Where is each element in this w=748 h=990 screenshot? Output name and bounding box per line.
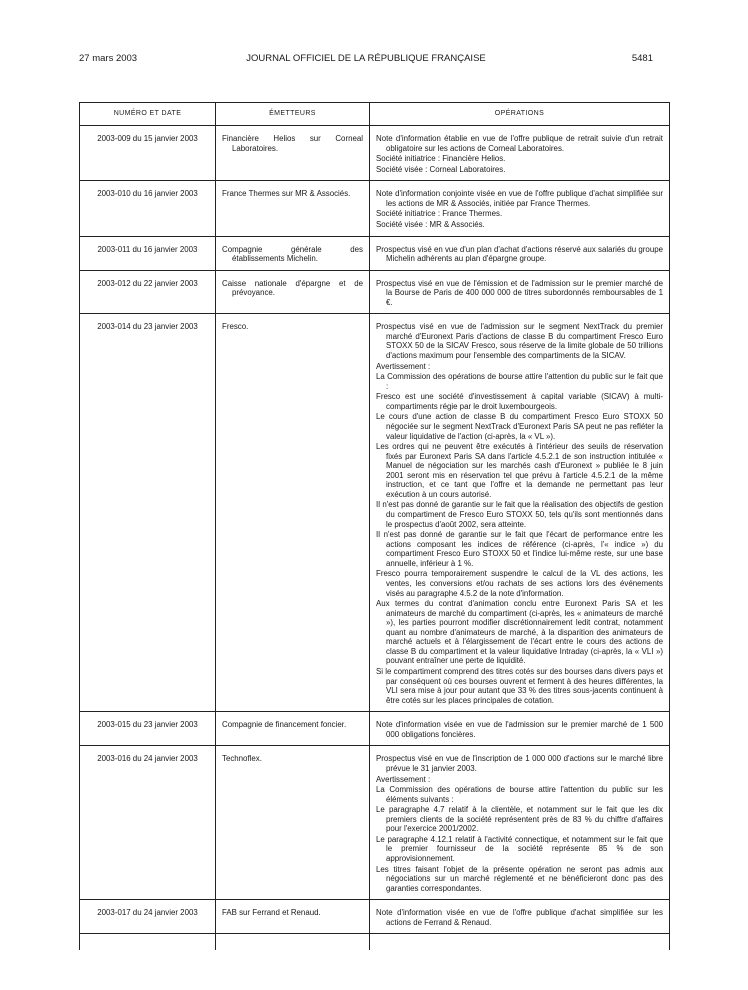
operation-paragraph: Prospectus visé en vue de l'émission et de l'admission sur le premier marché de la Bourse de Paris de 400 000 000 de titres subordonnés remboursables de 1 €. [376,278,663,307]
issuer-name: Compagnie de financement foncier. [222,720,347,730]
operation-paragraph: Avertissement : [376,774,431,784]
issuer-name: FAB sur Ferrand et Renaud. [222,908,321,918]
operations-cell [370,236,670,270]
column-header-issuers: ÉMETTEURS [216,103,370,126]
page-number: 5481 [631,53,653,64]
operation-paragraph: Les ordres qui ne peuvent être exécutés à l'intérieur des seuils de réservation fixés par Euronext Paris SA dans l'article 4.5.2.1 de son instruction intitulée « Manuel de négociation sur les marchés cash d'Euronext » publiée le 8 juin 2001 seront mis en réservation tel que prévu à l'article 4.5.2.1 de la même instruction, et ce tant que l'offre et la demande ne permettant pas leur exécution à un cours autorisé. [376,442,663,499]
operations-cell [370,712,670,746]
issuer-cell [216,900,370,934]
page-header [79,53,653,67]
number-date-cell: 2003-011 du 16 janvier 2003 [80,236,216,270]
empty-cell [370,934,670,951]
operation-paragraph: Le paragraphe 4.7 relatif à la clientèle, et notamment sur le fait que les dix premiers clients de la société représentent près de 83 % du chiffre d'affaires pour l'exercice 2001/2002. [376,805,663,834]
number-date-cell: 2003-009 du 15 janvier 2003 [80,126,216,181]
table-row [80,746,670,900]
issuer-name: Financière Helios sur Corneal Laboratoires. [222,134,363,153]
issuer-cell [216,181,370,236]
operation-paragraph: Note d'information visée en vue de l'admission sur le premier marché de 1 500 000 obligations foncières. [376,720,663,739]
table-row [80,270,670,314]
operations-cell [370,270,670,314]
operation-paragraph: Les titres faisant l'objet de la présente opération ne seront pas admis aux négociations sur un marché réglementé et ne bénéficieront donc pas des garanties correspondantes. [376,864,663,893]
table-row [80,236,670,270]
table-row [80,900,670,934]
operation-paragraph: La Commission des opérations de bourse attire l'attention du public sur les éléments suivants : [376,785,663,804]
table-row [80,126,670,181]
operations-cell [370,900,670,934]
operation-paragraph: Il n'est pas donné de garantie sur le fait que la réalisation des objectifs de gestion du compartiment de Fresco Euro STOXX 50, tels qu'ils sont mentionnés dans le prospectus d'août 2002, sera atteinte. [376,500,663,529]
empty-cell [80,934,216,951]
journal-title: JOURNAL OFFICIEL DE LA RÉPUBLIQUE FRANÇAISE [246,53,486,64]
operations-cell [370,126,670,181]
issuer-name: Compagnie générale des établissements Michelin. [222,244,363,264]
operation-paragraph: Société initiatrice : France Thermes. [376,209,503,219]
operation-paragraph: La Commission des opérations de bourse attire l'attention du public sur le fait que : [376,372,663,391]
operation-paragraph: Société visée : Corneal Laboratoires. [376,164,506,174]
table-row [80,314,670,712]
operation-paragraph: Note d'information établie en vue de l'offre publique de retrait suivie d'un retrait obligatoire sur les actions de Corneal Laboratoires. [376,134,663,153]
issuer-cell [216,746,370,900]
table-row [80,181,670,236]
operation-paragraph: Prospectus visé en vue de l'inscription de 1 000 000 d'actions sur le marché libre prévue le 31 janvier 2003. [376,754,663,773]
operation-paragraph: Prospectus visé en vue d'un plan d'achat d'actions réservé aux salariés du groupe Michelin adhérents au plan d'épargne groupe. [376,244,663,264]
issuer-cell [216,712,370,746]
empty-cell [216,934,370,951]
operations-cell [370,746,670,900]
issuer-cell [216,270,370,314]
operation-paragraph: Le cours d'une action de classe B du compartiment Fresco Euro STOXX 50 négociée sur le segment NextTrack d'Euronext Paris SA peut ne pas refléter la valeur liquidative de l'action (ci-après, la « VL »). [376,412,663,441]
table-continuation-row [80,934,670,951]
column-header-operations: OPÉRATIONS [370,103,670,126]
operation-paragraph: Note d'information visée en vue de l'offre publique d'achat simplifiée sur les actions de Ferrand & Renaud. [376,908,663,927]
operation-paragraph: Prospectus visé en vue de l'admission sur le segment NextTrack du premier marché d'Euronext Paris d'actions de classe B du compartiment Fresco Euro STOXX 50 de la SICAV Fresco, sous réserve de la limite globale de 50 trillions d'actions maximum pour l'ensemble des compartiments de la SICAV. [376,322,663,360]
issuer-name: Caisse nationale d'épargne et de prévoyance. [222,278,363,298]
operations-cell [370,314,670,712]
issuer-cell [216,236,370,270]
operation-paragraph: Il n'est pas donné de garantie sur le fait que l'écart de performance entre les actions composant les indices de référence (ci-après, l'« indice ») du compartiment Fresco Euro STOXX 50 et l'indice lui-même reste, sur une base annuelle, inférieur à 1 %. [376,530,663,568]
number-date-cell: 2003-017 du 24 janvier 2003 [80,900,216,934]
column-header-number-date: NUMÉRO ET DATE [80,103,216,126]
operations-cell [370,181,670,236]
issuer-name: Technoflex. [222,754,262,764]
operation-paragraph: Société initiatrice : Financière Helios. [376,154,506,164]
number-date-cell: 2003-016 du 24 janvier 2003 [80,746,216,900]
operation-paragraph: Fresco pourra temporairement suspendre le calcul de la VL des actions, les ventes, les conversions et/ou rachats de ses actions lors des événements visés au paragraphe 4.5.2 de la note d'information. [376,569,663,598]
issuer-cell [216,126,370,181]
number-date-cell: 2003-010 du 16 janvier 2003 [80,181,216,236]
table-header-row [80,103,670,126]
table-body [80,126,670,951]
operation-paragraph: Avertissement : [376,361,431,371]
issuer-name: France Thermes sur MR & Associés. [222,189,351,199]
number-date-cell: 2003-012 du 22 janvier 2003 [80,270,216,314]
operation-paragraph: Aux termes du contrat d'animation conclu entre Euronext Paris SA et les animateurs de marché du compartiment (ci-après, les « animateurs de marché »), les parties pourront modifier discrétionnairement ledit contrat, notamment quant au nombre d'animateurs de marché, à la disparition des animateurs de marché actuels et à l'élargissement de l'écart entre le cours des actions de classe B du compartiment et la valeur liquidative Intraday (ci-après, la « VLI ») pouvant entraîner une perte de liquidité. [376,599,663,666]
operation-paragraph: Le paragraphe 4.12.1 relatif à l'activité connectique, et notamment sur le fait que le premier fournisseur de la société représente 85 % de son approvisionnement. [376,834,663,863]
issuer-cell [216,314,370,712]
operation-paragraph: Fresco est une société d'investissement à capital variable (SICAV) à multi-compartiments régie par le droit luxembourgeois. [376,392,663,411]
operation-paragraph: Note d'information conjointe visée en vue de l'offre publique d'achat simplifiée sur les actions de MR & Associés, initiée par France Thermes. [376,189,663,208]
issue-date: 27 mars 2003 [79,53,138,64]
operations-table [79,102,670,950]
operation-paragraph: Société visée : MR & Associés. [376,219,485,229]
issuer-name: Fresco. [222,322,249,332]
table-row [80,712,670,746]
operation-paragraph: Si le compartiment comprend des titres cotés sur des bourses dans divers pays et par conséquent où ces bourses ouvrent et ferment à des heures différentes, la VLI sera mise à jour pour autant que 33 % des titres sous-jacents continuent à être cotés sur les places principales de cotation. [376,667,663,705]
number-date-cell: 2003-015 du 23 janvier 2003 [80,712,216,746]
number-date-cell: 2003-014 du 23 janvier 2003 [80,314,216,712]
